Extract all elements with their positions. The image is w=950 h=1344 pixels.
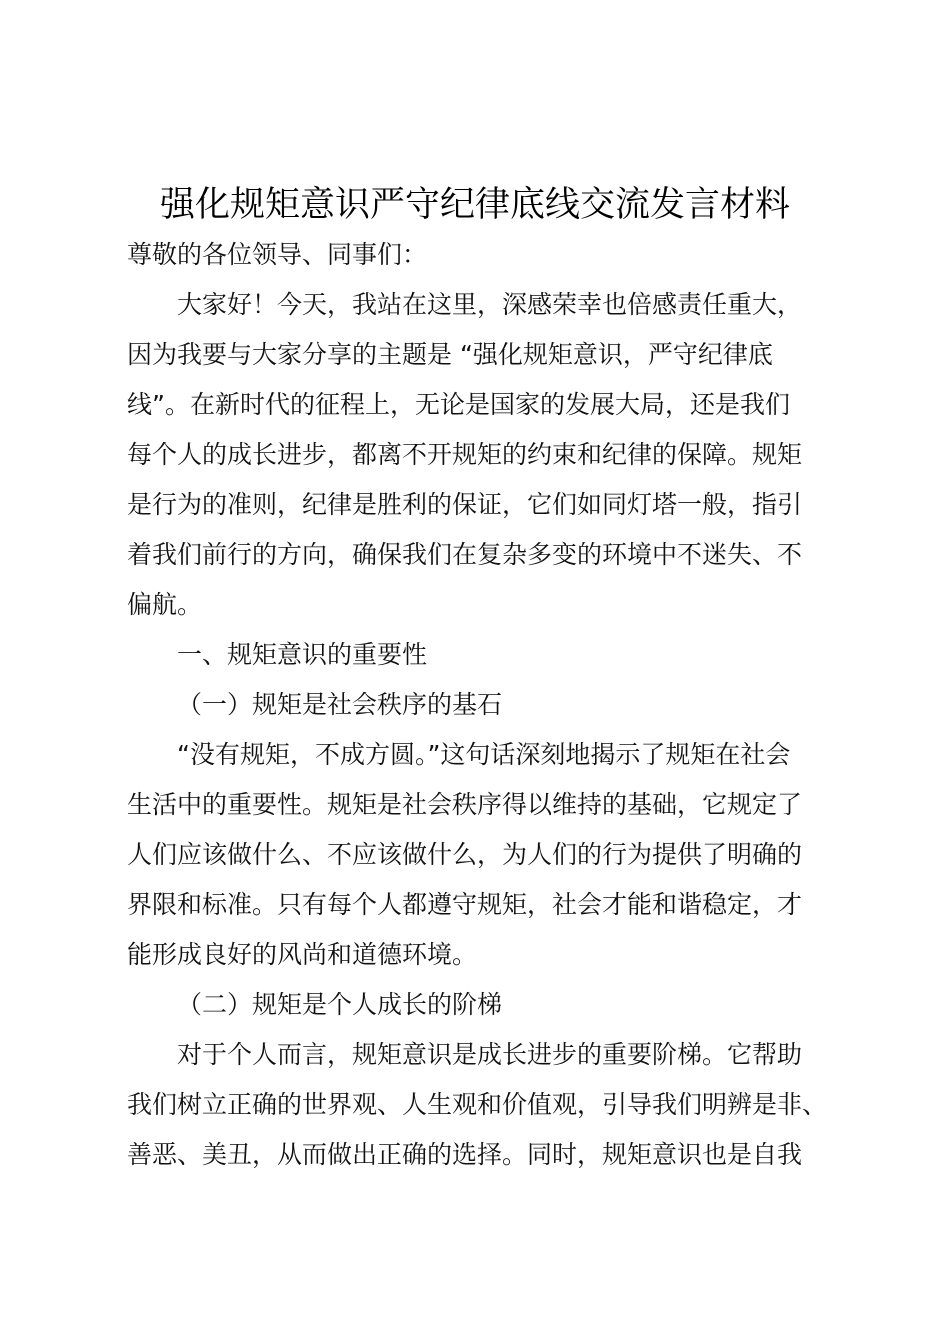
section-heading: 一、规矩意识的重要性	[177, 640, 428, 669]
paragraph-line: 善恶、美丑，从而做出正确的选择。同时，规矩意识也是自我	[127, 1140, 803, 1169]
paragraph-line: 每个人的成长进步，都离不开规矩的约束和纪律的保障。规矩	[127, 440, 803, 469]
paragraph-line: “没有规矩，不成方圆。”这句话深刻地揭示了规矩在社会	[177, 740, 791, 769]
paragraph-line: 大家好！今天，我站在这里，深感荣幸也倍感责任重大，	[177, 290, 803, 319]
paragraph-line: 我们树立正确的世界观、人生观和价值观，引导我们明辨是非、	[127, 1090, 828, 1119]
salutation-line: 尊敬的各位领导、同事们：	[127, 240, 428, 269]
paragraph-line: 偏航。	[127, 590, 203, 619]
paragraph-line: 界限和标准。只有每个人都遵守规矩，社会才能和谐稳定，才	[127, 890, 803, 919]
paragraph-line: 生活中的重要性。规矩是社会秩序得以维持的基础，它规定了	[127, 790, 803, 819]
paragraph-line: 是行为的准则，纪律是胜利的保证，它们如同灯塔一般，指引	[127, 490, 803, 519]
paragraph-line: 着我们前行的方向，确保我们在复杂多变的环境中不迷失、不	[127, 540, 803, 569]
paragraph-line: 人们应该做什么、不应该做什么，为人们的行为提供了明确的	[127, 840, 803, 869]
document-body	[127, 230, 837, 1180]
paragraph-line: 能形成良好的风尚和道德环境。	[127, 940, 478, 969]
subsection-heading: （一）规矩是社会秩序的基石	[177, 690, 503, 719]
subsection-heading: （二）规矩是个人成长的阶梯	[177, 990, 503, 1019]
paragraph-line: 对于个人而言，规矩意识是成长进步的重要阶梯。它帮助	[177, 1040, 803, 1069]
paragraph-line: 线”。在新时代的征程上，无论是国家的发展大局，还是我们	[127, 390, 790, 419]
paragraph-line: 因为我要与大家分享的主题是 “强化规矩意识，严守纪律底	[127, 340, 773, 369]
document-title: 强化规矩意识严守纪律底线交流发言材料	[159, 185, 790, 225]
